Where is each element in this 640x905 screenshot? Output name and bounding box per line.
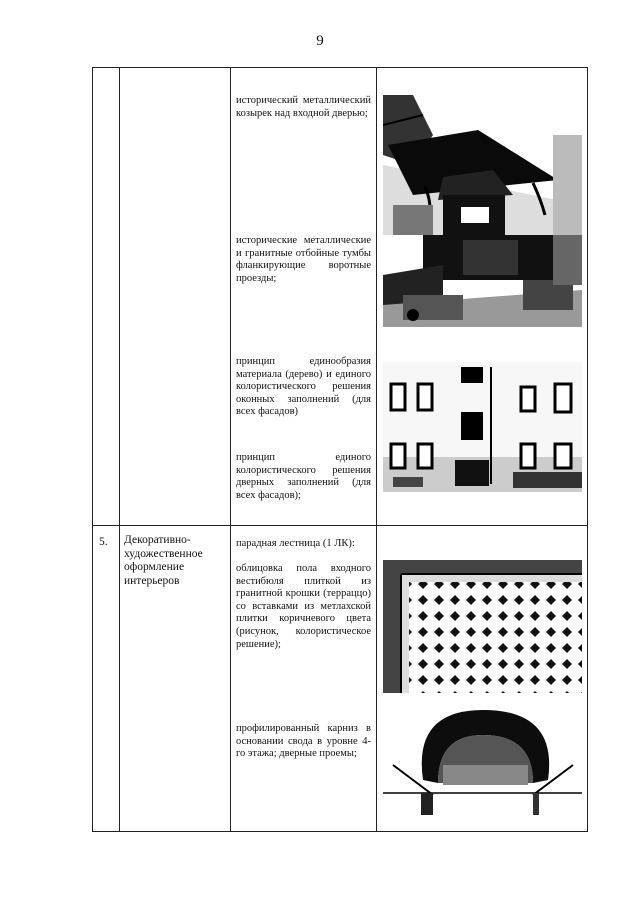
table-column-divider (230, 68, 231, 831)
item-text-window-fillings: принцип единообразия материала (дерево) и единого колористического решения оконных заполнений (для всех фасадов) (236, 356, 371, 418)
row-number: 5. (99, 536, 108, 548)
item-text-main-staircase: парадная лестница (1 ЛК): (236, 538, 355, 549)
table-column-divider (376, 68, 377, 831)
page-number: 9 (316, 33, 324, 49)
photo-floor-tiles (383, 560, 582, 693)
photo-facade-windows (383, 362, 582, 492)
photo-vault-cornice (383, 705, 582, 815)
photo-metal-canopy (383, 95, 582, 253)
item-text-gate-bollards: исторические металлические и гранитные отбойные тумбы фланкирующие воротные проезды; (236, 235, 371, 284)
row-category: Декоративно-художественное оформление интерьеров (124, 534, 203, 587)
item-text-door-fillings: принцип единого колористического решения дверных заполнений (для всех фасадов); (236, 452, 371, 501)
item-text-floor-tiles: облицовка пола входного вестибюля плиткой из гранитной крошки (терраццо) со вставками из метлахской плитки коричневого цвета (рисунок, колористическое решение); (236, 563, 371, 650)
item-text-vault-cornice: профилированный карниз в основании свода в уровне 4-го этажа; дверные проемы; (236, 723, 371, 760)
requirements-table (92, 67, 588, 832)
table-column-divider (119, 68, 120, 831)
photo-gate-bollards (383, 235, 582, 327)
item-text-metal-canopy: исторический металлический козырек над входной дверью; (236, 95, 371, 119)
table-row-divider (93, 525, 587, 526)
